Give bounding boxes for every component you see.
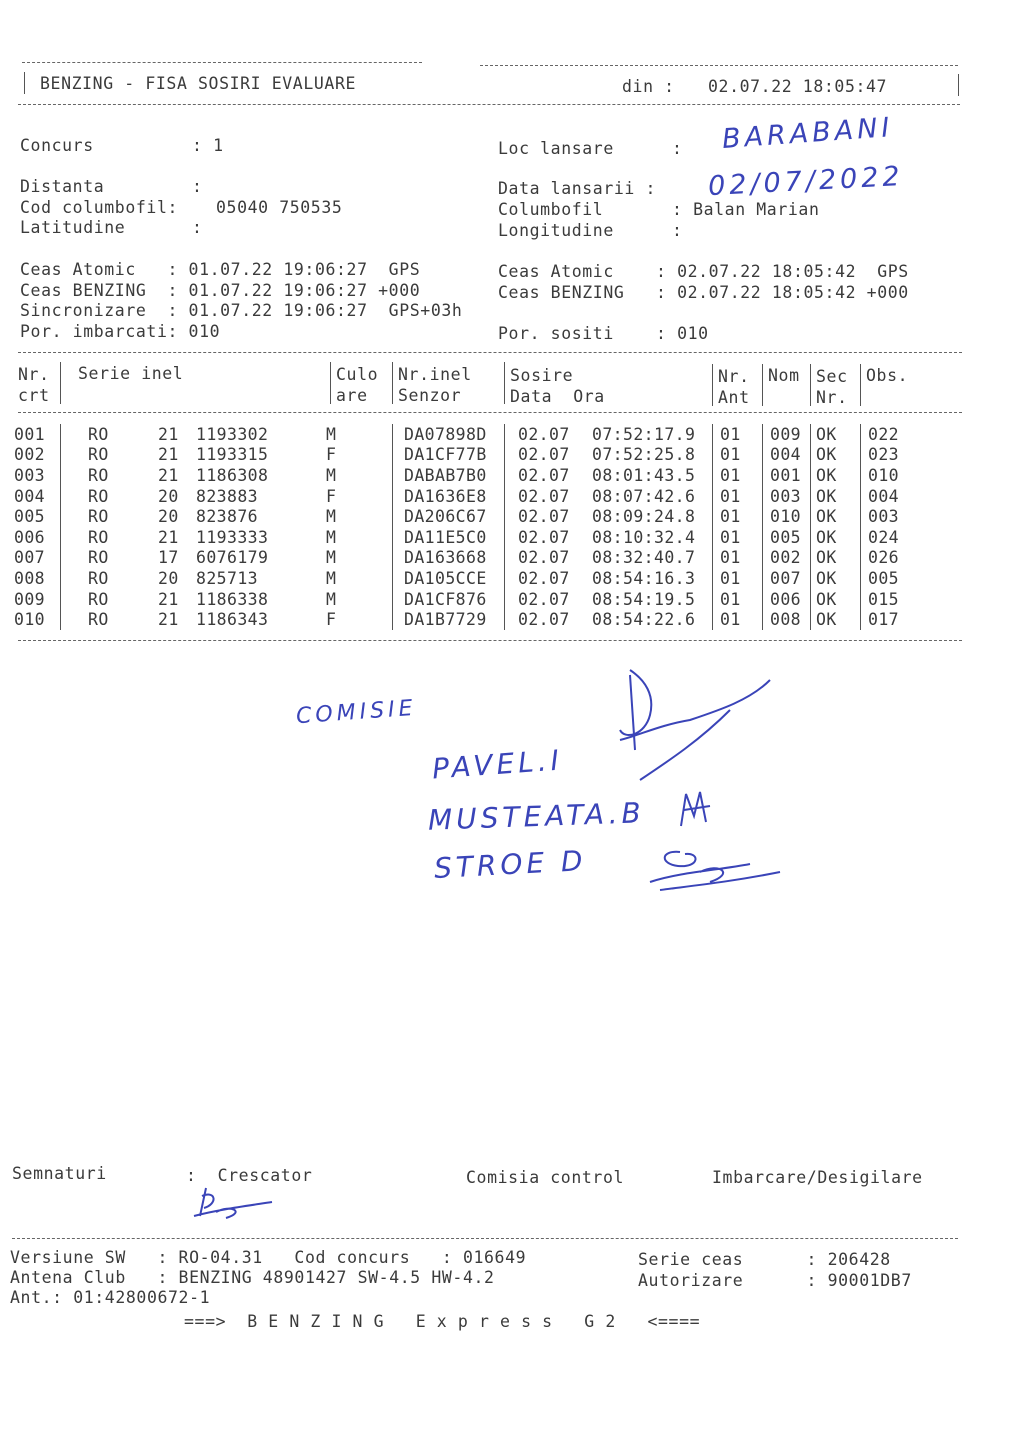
cell-sec: OK: [816, 548, 837, 568]
clock-left-atomic: Ceas Atomic : 01.07.22 19:06:27 GPS: [20, 260, 421, 279]
cell-sec: OK: [816, 507, 837, 527]
cell-ora: 08:54:19.5: [592, 589, 696, 609]
row-sep-4: [712, 424, 713, 630]
cell-ant: 01: [720, 568, 741, 588]
hdr-sep-5: [712, 364, 713, 406]
loc-lansare-sep: :: [672, 139, 683, 158]
cell-data: 02.07: [518, 589, 570, 609]
row-sep-1: [60, 424, 61, 630]
cell-tara: RO: [88, 527, 109, 547]
cell-inel: 1193333: [196, 527, 269, 547]
cell-senzor: DA07898D: [404, 424, 487, 444]
cell-an: 21: [158, 610, 179, 630]
cell-sec: OK: [816, 465, 837, 485]
cell-nom: 002: [770, 548, 802, 568]
cell-senzor: DA206C67: [404, 507, 487, 527]
header-right-border: [958, 74, 959, 96]
hdr-sep-1: [60, 362, 61, 404]
cell-an: 21: [158, 589, 179, 609]
cell-inel: 1193302: [196, 424, 269, 444]
cell-ora: 07:52:17.9: [592, 424, 696, 444]
data-lansarii-label: Data lansarii :: [498, 179, 657, 198]
crescator-label: : Crescator: [186, 1166, 313, 1185]
cell-ora: 07:52:25.8: [592, 445, 696, 465]
table-bottom-rule: [18, 640, 962, 641]
columbofil-label: Columbofil: [498, 200, 604, 219]
cell-nr: 005: [14, 507, 46, 527]
table-row: [14, 568, 918, 589]
cell-inel: 6076179: [196, 548, 269, 568]
porumbei-sositi: Por. sositi : 010: [498, 324, 709, 343]
cell-sec: OK: [816, 527, 837, 547]
cell-inel: 1186338: [196, 589, 269, 609]
table-row: [14, 486, 918, 507]
col-serie-header: Serie inel: [78, 364, 184, 383]
cell-tara: RO: [88, 486, 109, 506]
cell-sec: OK: [816, 568, 837, 588]
cell-an: 21: [158, 527, 179, 547]
cell-data: 02.07: [518, 527, 570, 547]
cell-nr: 008: [14, 568, 46, 588]
cell-senzor: DA1636E8: [404, 486, 487, 506]
cell-ant: 01: [720, 610, 741, 630]
footer-serie-ceas: Serie ceas : 206428: [638, 1250, 891, 1269]
cell-senzor: DA1CF876: [404, 589, 487, 609]
cell-inel: 823883: [196, 486, 259, 506]
table-row: [14, 609, 918, 630]
cell-nr: 006: [14, 527, 46, 547]
distanta-label: Distanta: [20, 177, 105, 196]
cell-sex: M: [326, 589, 337, 609]
cod-columbofil-label: Cod columbofil:: [20, 198, 179, 217]
cell-tara: RO: [88, 465, 109, 485]
cell-an: 21: [158, 424, 179, 444]
concurs-value: : 1: [192, 136, 224, 155]
cell-tara: RO: [88, 589, 109, 609]
cell-nom: 003: [770, 486, 802, 506]
col-ant-header: Nr. Ant: [718, 367, 750, 407]
porumbei-imbarcati: Por. imbarcati: 010: [20, 322, 221, 341]
cell-sex: M: [326, 527, 337, 547]
arrivals-table: [14, 424, 918, 630]
footer-antena: Antena Club : BENZING 48901427 SW-4.5 HW-4.2: [10, 1268, 495, 1287]
clock-right-benzing: Ceas BENZING : 02.07.22 18:05:42 +000: [498, 283, 909, 302]
table-row: [14, 548, 918, 569]
cell-sec: OK: [816, 424, 837, 444]
cell-sex: M: [326, 507, 337, 527]
cell-nom: 010: [770, 507, 802, 527]
report-title: BENZING - FISA SOSIRI EVALUARE: [40, 74, 357, 93]
cell-nom: 006: [770, 589, 802, 609]
cell-obs: 024: [868, 527, 900, 547]
cell-ora: 08:07:42.6: [592, 486, 696, 506]
row-sep-5: [762, 424, 763, 630]
cell-senzor: DA163668: [404, 548, 487, 568]
stroe-handwritten: STROE D: [433, 844, 588, 885]
comisie-handwritten: COMISIE: [295, 695, 418, 730]
report-date-value: 02.07.22 18:05:47: [708, 77, 888, 96]
cell-ant: 01: [720, 445, 741, 465]
cell-data: 02.07: [518, 445, 570, 465]
cell-ant: 01: [720, 465, 741, 485]
cell-sec: OK: [816, 589, 837, 609]
cell-obs: 010: [868, 465, 900, 485]
cell-nr: 002: [14, 445, 46, 465]
cell-data: 02.07: [518, 465, 570, 485]
col-nom-header: Nom: [768, 366, 800, 385]
col-nr-header: Nr. crt: [18, 365, 50, 405]
cell-inel: 1193315: [196, 445, 269, 465]
cell-sex: M: [326, 424, 337, 444]
cell-data: 02.07: [518, 548, 570, 568]
columbofil-value: : Balan Marian: [672, 200, 820, 219]
cell-an: 21: [158, 465, 179, 485]
cell-nr: 003: [14, 465, 46, 485]
signature-musteata: [676, 786, 716, 832]
col-senzor-header: Nr.inel Senzor: [398, 365, 472, 405]
cell-data: 02.07: [518, 507, 570, 527]
hdr-sep-2: [330, 362, 331, 404]
cell-nr: 001: [14, 424, 46, 444]
cod-columbofil-value: 05040 750535: [216, 198, 343, 217]
cell-data: 02.07: [518, 424, 570, 444]
cell-nom: 004: [770, 445, 802, 465]
cell-ant: 01: [720, 527, 741, 547]
table-row: [14, 589, 918, 610]
cell-obs: 003: [868, 507, 900, 527]
cell-nom: 005: [770, 527, 802, 547]
clock-right-atomic: Ceas Atomic : 02.07.22 18:05:42 GPS: [498, 262, 909, 281]
cell-senzor: DA105CCE: [404, 568, 487, 588]
cell-senzor: DA11E5C0: [404, 527, 487, 547]
cell-tara: RO: [88, 568, 109, 588]
table-header-bottom-rule: [18, 412, 962, 413]
distanta-value: :: [192, 177, 203, 196]
footer-top-rule: [12, 1238, 958, 1239]
cell-an: 20: [158, 507, 179, 527]
footer-ant: Ant.: 01:42800672-1: [10, 1288, 211, 1307]
header-top-rule-left: [22, 62, 422, 63]
data-lansarii-handwritten: 02/07/2022: [707, 160, 905, 203]
cell-an: 20: [158, 486, 179, 506]
cell-inel: 825713: [196, 568, 259, 588]
cell-sec: OK: [816, 610, 837, 630]
row-sep-2: [392, 424, 393, 630]
cell-nom: 001: [770, 465, 802, 485]
cell-ora: 08:10:32.4: [592, 527, 696, 547]
cell-inel: 1186308: [196, 465, 269, 485]
loc-lansare-handwritten: BARABANI: [721, 112, 895, 155]
cell-sec: OK: [816, 486, 837, 506]
cell-obs: 004: [868, 486, 900, 506]
hdr-sep-4: [504, 362, 505, 404]
cell-senzor: DA1CF77B: [404, 445, 487, 465]
table-header-top-rule: [18, 352, 962, 353]
footer-versiune: Versiune SW : RO-04.31 Cod concurs : 016649: [10, 1248, 527, 1267]
cell-ora: 08:01:43.5: [592, 465, 696, 485]
clock-left-sync: Sincronizare : 01.07.22 19:06:27 GPS+03h: [20, 301, 463, 320]
table-row: [14, 424, 918, 445]
cell-tara: RO: [88, 445, 109, 465]
cell-obs: 017: [868, 610, 900, 630]
cell-senzor: DA1B7729: [404, 610, 487, 630]
cell-data: 02.07: [518, 486, 570, 506]
cell-obs: 015: [868, 589, 900, 609]
row-sep-3: [504, 424, 505, 630]
cell-inel: 1186343: [196, 610, 269, 630]
cell-an: 21: [158, 445, 179, 465]
musteata-handwritten: MUSTEATA.B: [427, 796, 646, 837]
cell-sex: F: [326, 445, 337, 465]
pavel-handwritten: PAVEL.I: [431, 743, 564, 786]
report-date-label: din :: [622, 77, 675, 96]
table-row: [14, 465, 918, 486]
header-left-border: [24, 72, 25, 94]
table-row: [14, 506, 918, 527]
cell-ora: 08:54:22.6: [592, 610, 696, 630]
cell-ora: 08:09:24.8: [592, 507, 696, 527]
cell-sex: M: [326, 548, 337, 568]
cell-tara: RO: [88, 424, 109, 444]
table-row: [14, 527, 918, 548]
cell-ora: 08:32:40.7: [592, 548, 696, 568]
header-top-rule-right: [480, 65, 958, 66]
col-sosire-header: Sosire Data Ora: [510, 366, 605, 406]
cell-nr: 009: [14, 589, 46, 609]
semnaturi-label: Semnaturi: [12, 1164, 107, 1183]
latitudine-value: :: [192, 218, 203, 237]
cell-nr: 004: [14, 486, 46, 506]
longitudine-value: :: [672, 221, 683, 240]
cell-obs: 026: [868, 548, 900, 568]
cell-tara: RO: [88, 548, 109, 568]
col-obs-header: Obs.: [866, 366, 909, 385]
table-row: [14, 445, 918, 466]
cell-sex: F: [326, 486, 337, 506]
cell-obs: 022: [868, 424, 900, 444]
cell-sex: F: [326, 610, 337, 630]
cell-ant: 01: [720, 507, 741, 527]
cell-ant: 01: [720, 548, 741, 568]
cell-ora: 08:54:16.3: [592, 568, 696, 588]
cell-nr: 010: [14, 610, 46, 630]
cell-ant: 01: [720, 589, 741, 609]
hdr-sep-6: [762, 364, 763, 406]
hdr-sep-7: [810, 364, 811, 406]
signature-crescator: [186, 1182, 278, 1226]
hdr-sep-8: [860, 364, 861, 406]
cell-an: 20: [158, 568, 179, 588]
col-sec-header: Sec Nr.: [816, 367, 848, 407]
latitudine-label: Latitudine: [20, 218, 126, 237]
col-culoare-header: Culo are: [336, 365, 379, 405]
footer-autorizare: Autorizare : 90001DB7: [638, 1271, 912, 1290]
concurs-label: Concurs: [20, 136, 94, 155]
cell-obs: 005: [868, 568, 900, 588]
cell-nom: 007: [770, 568, 802, 588]
footer-benzing-express: ===> B E N Z I N G E x p r e s s G 2 <====: [184, 1312, 701, 1331]
cell-nr: 007: [14, 548, 46, 568]
header-bottom-rule: [18, 104, 960, 105]
clock-left-benzing: Ceas BENZING : 01.07.22 19:06:27 +000: [20, 281, 421, 300]
cell-inel: 823876: [196, 507, 259, 527]
row-sep-7: [860, 424, 861, 630]
loc-lansare-label: Loc lansare: [498, 139, 614, 158]
cell-tara: RO: [88, 507, 109, 527]
cell-obs: 023: [868, 445, 900, 465]
cell-nom: 009: [770, 424, 802, 444]
cell-sec: OK: [816, 445, 837, 465]
cell-sex: M: [326, 568, 337, 588]
cell-ant: 01: [720, 424, 741, 444]
row-sep-6: [810, 424, 811, 630]
hdr-sep-3: [392, 362, 393, 404]
signature-stroe: [640, 842, 790, 894]
cell-data: 02.07: [518, 568, 570, 588]
imbarcare-label: Imbarcare/Desigilare: [712, 1168, 923, 1187]
cell-data: 02.07: [518, 610, 570, 630]
cell-sex: M: [326, 465, 337, 485]
cell-nom: 008: [770, 610, 802, 630]
cell-tara: RO: [88, 610, 109, 630]
cell-ant: 01: [720, 486, 741, 506]
cell-an: 17: [158, 548, 179, 568]
cell-senzor: DABAB7B0: [404, 465, 487, 485]
longitudine-label: Longitudine: [498, 221, 614, 240]
comisia-control-label: Comisia control: [466, 1168, 625, 1187]
